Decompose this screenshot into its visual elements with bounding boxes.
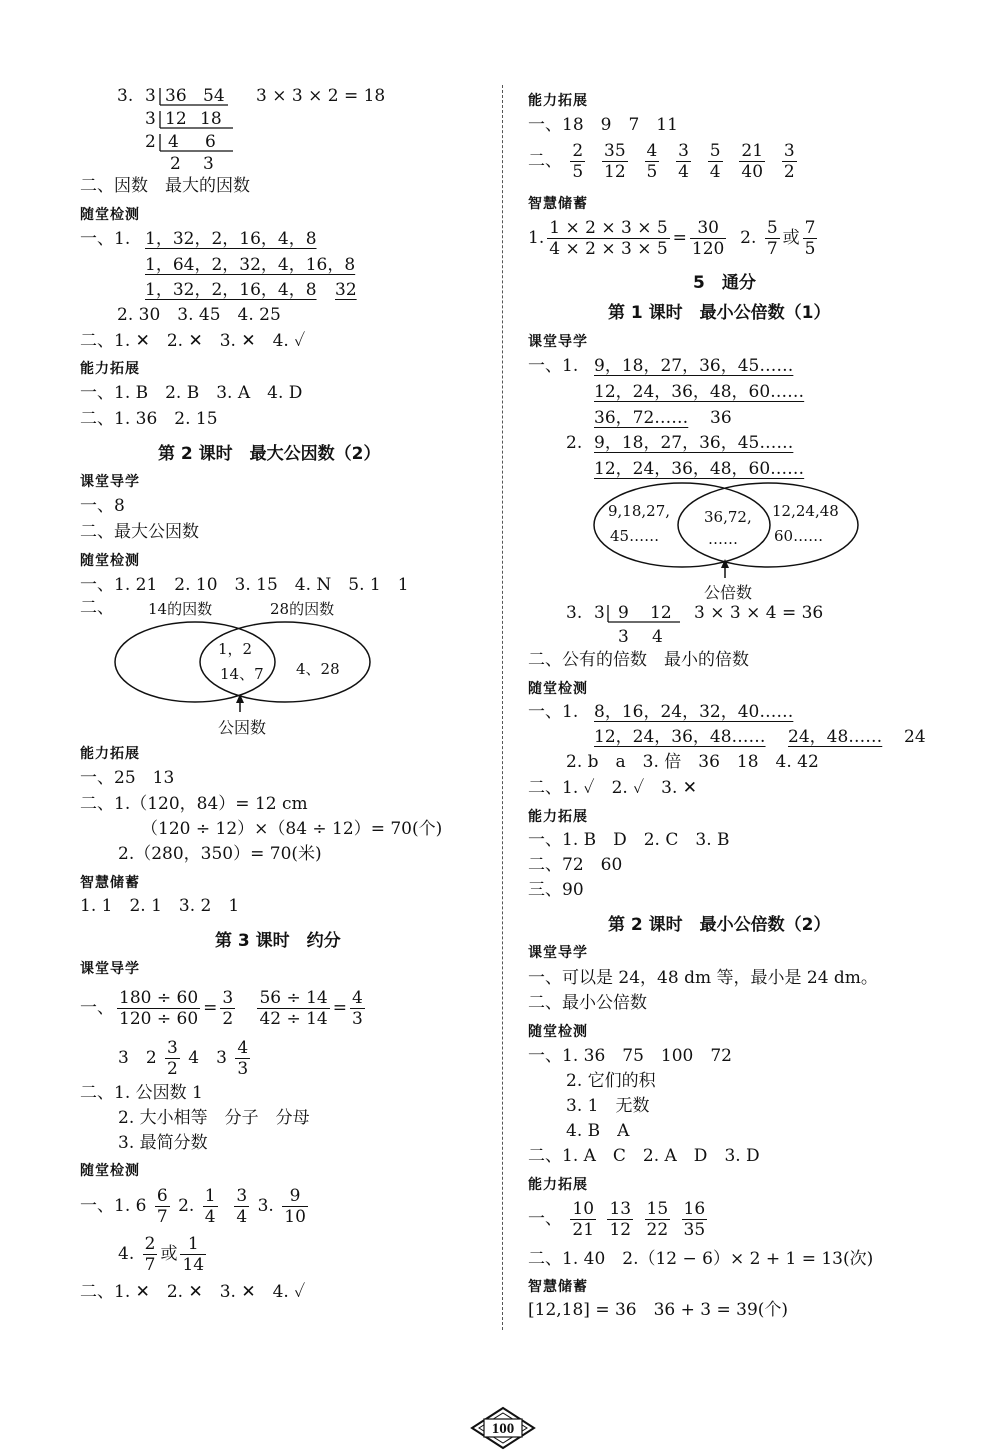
label: 3.: [257, 1196, 274, 1216]
answer-line: 二、公有的倍数 最小的倍数: [528, 650, 749, 670]
fraction: [682, 1199, 708, 1240]
div-num-4: 4: [168, 132, 179, 152]
section-heading-suitang: 随堂检测: [80, 207, 140, 223]
denominator: 4: [204, 1207, 216, 1227]
answer-line: 3. 1 无数: [566, 1096, 650, 1116]
numerator: 35: [604, 141, 626, 161]
q1-label: 一、1.: [80, 229, 131, 249]
answer-line: 一、1. 36 75 100 72: [528, 1046, 732, 1066]
equals: =: [332, 998, 348, 1018]
answer-line: 一、8: [80, 496, 125, 516]
numerator: 21: [741, 141, 764, 161]
answer-multiples-12: 12，24，36，48……: [594, 727, 766, 747]
numerator: 10: [572, 1199, 595, 1219]
denominator: 4: [236, 1207, 248, 1227]
numerator: 3: [167, 1038, 178, 1058]
numerator: 6: [156, 1186, 168, 1206]
answer-line: 二、1. 公因数 1: [80, 1083, 203, 1103]
section-heading-zhihui: 智慧储蓄: [528, 1279, 588, 1295]
div-quotient-3: 3: [618, 627, 629, 647]
label: 2.: [178, 1196, 195, 1216]
venn-arrow-label: 公倍数: [704, 583, 753, 602]
denominator: 2: [167, 1059, 178, 1079]
fraction: [235, 1038, 250, 1079]
answer-lcm: 24: [904, 727, 926, 747]
denominator: 42 ÷ 14: [259, 1009, 328, 1029]
answer-line: 二、72 60: [528, 855, 623, 875]
page-number-badge: [470, 1406, 536, 1450]
section-heading-ketang: 课堂导学: [80, 474, 140, 490]
page-number: 100: [491, 1421, 515, 1437]
numerator: 30: [690, 218, 726, 239]
numerator: 16: [683, 1199, 706, 1219]
numerator: 180 ÷ 60: [119, 988, 199, 1008]
answer-judgement: 二、1. ✕ 2. ✕ 3. ✕ 4. ✓: [80, 331, 306, 351]
div-divisor-3: 2: [145, 132, 156, 152]
answer-line: 2. 它们的积: [566, 1071, 656, 1091]
venn-label-left: 14的因数: [148, 600, 213, 618]
lesson-title: 第 1 课时 最小公倍数（1）: [608, 303, 831, 323]
section-heading-suitang: 随堂检测: [80, 553, 140, 569]
q3-label: 3.: [566, 603, 583, 623]
denominator: 12: [609, 1220, 632, 1240]
label: 4.: [118, 1244, 135, 1264]
numerator: 5: [766, 218, 778, 238]
denominator: 7: [766, 239, 778, 259]
numerator: 1: [180, 1234, 206, 1255]
answer-line: 一、可以是 24，48 dm 等，最小是 24 dm。: [528, 968, 878, 988]
denominator: 5: [646, 162, 658, 182]
label: 一、1. 6: [80, 1196, 147, 1216]
q1-label: 一、1.: [528, 702, 579, 722]
fraction: [257, 988, 329, 1029]
q2-label: 2.: [566, 433, 583, 453]
fraction: [220, 988, 235, 1029]
denominator: 35: [683, 1220, 706, 1240]
venn-right-values: 4、28: [296, 660, 340, 678]
answer-line: 2. 大小相等 分子 分母: [118, 1108, 310, 1128]
section-heading-nengli: 能力拓展: [80, 361, 140, 377]
section-heading-ketang: 课堂导学: [80, 961, 140, 977]
venn-common-2: 14、7: [220, 665, 264, 683]
venn-arrow-label: 公因数: [218, 718, 267, 737]
venn-right-values-1: 12,24,48: [772, 502, 839, 520]
equals: =: [672, 228, 687, 248]
answer-line: 二、最大公因数: [80, 522, 199, 542]
q1-label: 一、1.: [528, 356, 579, 376]
values: 3 2: [118, 1048, 157, 1068]
fraction: [350, 988, 365, 1029]
answer-line: 一、1. B 2. B 3. A 4. D: [80, 383, 303, 403]
div-num-12: 12: [165, 109, 187, 129]
lesson-title: 第 2 课时 最大公因数（2）: [158, 444, 381, 464]
numerator: 56 ÷ 14: [259, 988, 328, 1008]
div-num-9: 9: [618, 603, 629, 623]
denominator: 7: [144, 1255, 156, 1275]
fraction-reduction-line: [80, 985, 368, 1031]
section-heading-nengli: 能力拓展: [528, 809, 588, 825]
answer-line: 二、最小公倍数: [528, 993, 647, 1013]
numerator: 2: [144, 1234, 156, 1254]
fraction: [117, 988, 200, 1029]
div-result: 3 × 3 × 2 = 18: [256, 86, 386, 106]
div-num-36: 36: [165, 86, 187, 106]
div-num-2: 2: [170, 154, 181, 174]
q2-label: 二、: [80, 598, 114, 618]
div-num-54: 54: [203, 86, 225, 106]
fraction: [180, 1234, 206, 1275]
denominator: 4: [678, 162, 689, 182]
venn-right-values-2: 60……: [774, 527, 824, 545]
label: 一、: [80, 998, 114, 1018]
or-word: 或: [160, 1244, 178, 1264]
fraction: [203, 1186, 218, 1227]
fraction: [282, 1186, 308, 1227]
fraction-answers-line: [118, 1035, 253, 1081]
venn-common-1: 1，2: [218, 640, 253, 658]
answer-multiples-12: 12，24，36，48，60……: [594, 459, 805, 479]
numerator: 13: [609, 1199, 632, 1219]
numerator: 4: [237, 1038, 249, 1058]
answer-line: 2. 30 3. 45 4. 25: [117, 305, 281, 325]
answer-line: 4. B A: [566, 1121, 630, 1141]
denominator: 5: [572, 162, 584, 182]
answer-line: 一、25 13: [80, 768, 175, 788]
div-num-18: 18: [200, 109, 222, 129]
denominator: 10: [284, 1207, 306, 1227]
numerator: 2: [572, 141, 584, 161]
unit-title: 5 通分: [693, 273, 756, 293]
numerator: 3: [678, 141, 689, 161]
or-word: 或: [782, 228, 800, 248]
numerator: 5: [709, 141, 721, 161]
answer-gcf: 32: [335, 280, 357, 300]
numerator: 3: [236, 1186, 248, 1206]
values: 4 3: [188, 1048, 227, 1068]
numerator: 9: [282, 1186, 308, 1207]
denominator: 21: [572, 1220, 595, 1240]
section-heading-nengli: 能力拓展: [528, 1177, 588, 1193]
div-num-3: 3: [203, 154, 214, 174]
denominator: 2: [222, 1009, 234, 1029]
div-divisor: 3: [594, 603, 605, 623]
section-heading-zhihui: 智慧储蓄: [80, 875, 140, 891]
short-division-lines: [500, 0, 1000, 650]
label: 1.: [528, 228, 545, 248]
label: 2.: [740, 228, 757, 248]
section-heading-nengli: 能力拓展: [528, 93, 588, 109]
answer-line: 二、1.（120，84）= 12 cm: [80, 794, 308, 814]
denominator: 4: [709, 162, 721, 182]
answer-factors-64: 1，64，2，32，4，16，8: [145, 255, 356, 275]
denominator: 40: [741, 162, 764, 182]
answer-line: 一、1. 21 2. 10 3. 15 4. N 5. 1 1: [80, 575, 409, 595]
section-heading-ketang: 课堂导学: [528, 945, 588, 961]
section-heading-suitang: 随堂检测: [80, 1163, 140, 1179]
answer-line: [12,18] = 36 36 + 3 = 39(个): [528, 1300, 789, 1320]
numerator: 3: [222, 988, 234, 1008]
answer-line: （120 ÷ 12）×（84 ÷ 12）= 70(个): [141, 819, 443, 839]
answer-multiples-9: 9，18，27，36，45……: [594, 433, 794, 453]
answer-factors-32: 1，32，2，16，4，8: [145, 229, 317, 249]
answer-common-factors: 1，32，2，16，4，8: [145, 280, 317, 300]
div-num-12: 12: [650, 603, 672, 623]
answer-line: 二、1. A C 2. A D 3. D: [528, 1146, 760, 1166]
answer-line: 二、1. 36 2. 15: [80, 409, 218, 429]
div-divisor-2: 3: [145, 109, 156, 129]
answer-line: 三、90: [528, 880, 584, 900]
q3-label: 3.: [117, 86, 134, 106]
div-divisor-1: 3: [145, 86, 156, 106]
fraction-answers-line: [528, 1196, 716, 1242]
answer-multiples-8: 8，16，24，32，40……: [594, 702, 794, 722]
fraction: [143, 1234, 158, 1275]
fraction-answers-line: [80, 1183, 311, 1229]
section-er-factors: 二、因数 最大的因数: [80, 176, 250, 196]
answer-judgement: 二、1. ✕ 2. ✕ 3. ✕ 4. ✓: [80, 1282, 306, 1302]
answer-line: 3. 最简分数: [118, 1133, 208, 1153]
fraction: [645, 1199, 671, 1240]
label: 二、: [528, 151, 562, 171]
numerator: 3: [783, 141, 795, 161]
section-heading-suitang: 随堂检测: [528, 1024, 588, 1040]
div-num-6: 6: [205, 132, 216, 152]
numerator: 7: [804, 218, 816, 238]
answer-common-multiples: 24，48……: [788, 727, 883, 747]
numerator: 1 × 2 × 3 × 5: [549, 218, 668, 238]
answer-line: 1. 1 2. 1 3. 2 1: [80, 896, 240, 916]
numerator: 15: [646, 1199, 669, 1219]
fraction: [607, 1199, 633, 1240]
denominator: 5: [804, 239, 816, 259]
fraction-answers-line: [118, 1231, 209, 1277]
denominator: 3: [237, 1059, 249, 1079]
numerator: 4: [646, 141, 658, 161]
denominator: 14: [182, 1255, 205, 1275]
numerator: 1: [204, 1186, 216, 1206]
denominator: 12: [604, 162, 626, 182]
equals: =: [203, 998, 218, 1018]
answer-multiples-12: 12，24，36，48，60……: [594, 382, 805, 402]
denominator: 120 ÷ 60: [119, 1009, 199, 1029]
fraction: [570, 1199, 596, 1240]
denominator: 3: [352, 1009, 363, 1029]
venn-label-right: 28的因数: [270, 600, 335, 618]
answer-line: 二、1. 40 2.（12 − 6）× 2 + 1 = 13(次): [528, 1249, 874, 1269]
denominator: 22: [646, 1220, 669, 1240]
venn-common-1: 36,72,: [704, 508, 752, 526]
section-heading-zhihui: 智慧储蓄: [528, 196, 588, 212]
answer-multiples-9: 9，18，27，36，45……: [594, 356, 794, 376]
answer-lcm: 36: [710, 408, 732, 428]
section-heading-suitang: 随堂检测: [528, 681, 588, 697]
venn-common-2: ……: [708, 530, 738, 548]
denominator: 120: [691, 239, 725, 259]
label: 一、: [528, 1209, 562, 1229]
answer-common-multiples: 36，72……: [594, 408, 689, 428]
answer-line: 2. b a 3. 倍 36 18 4. 42: [566, 752, 819, 772]
section-heading-ketang: 课堂导学: [528, 334, 588, 350]
fraction: [155, 1186, 170, 1227]
fraction: [165, 1038, 180, 1079]
answer-line: 一、1. B D 2. C 3. B: [528, 830, 730, 850]
answer-line: 一、18 9 7 11: [528, 115, 678, 135]
fraction: [234, 1186, 249, 1227]
venn-left-values-2: 45……: [610, 527, 660, 545]
numerator: 4: [352, 988, 363, 1008]
section-heading-nengli: 能力拓展: [80, 746, 140, 762]
denominator: 7: [156, 1207, 168, 1227]
venn-left-values-1: 9,18,27,: [608, 502, 671, 520]
lesson-title: 第 2 课时 最小公倍数（2）: [608, 915, 831, 935]
denominator: 2: [783, 162, 795, 182]
answer-line: 2.（280，350）= 70(米): [118, 844, 322, 864]
lesson-title: 第 3 课时 约分: [215, 931, 341, 951]
answer-judgement: 二、1. ✓ 2. ✓ 3. ✕: [528, 778, 698, 798]
div-result: 3 × 3 × 4 = 36: [694, 603, 824, 623]
div-quotient-4: 4: [652, 627, 663, 647]
denominator: 4 × 2 × 3 × 5: [549, 239, 668, 259]
